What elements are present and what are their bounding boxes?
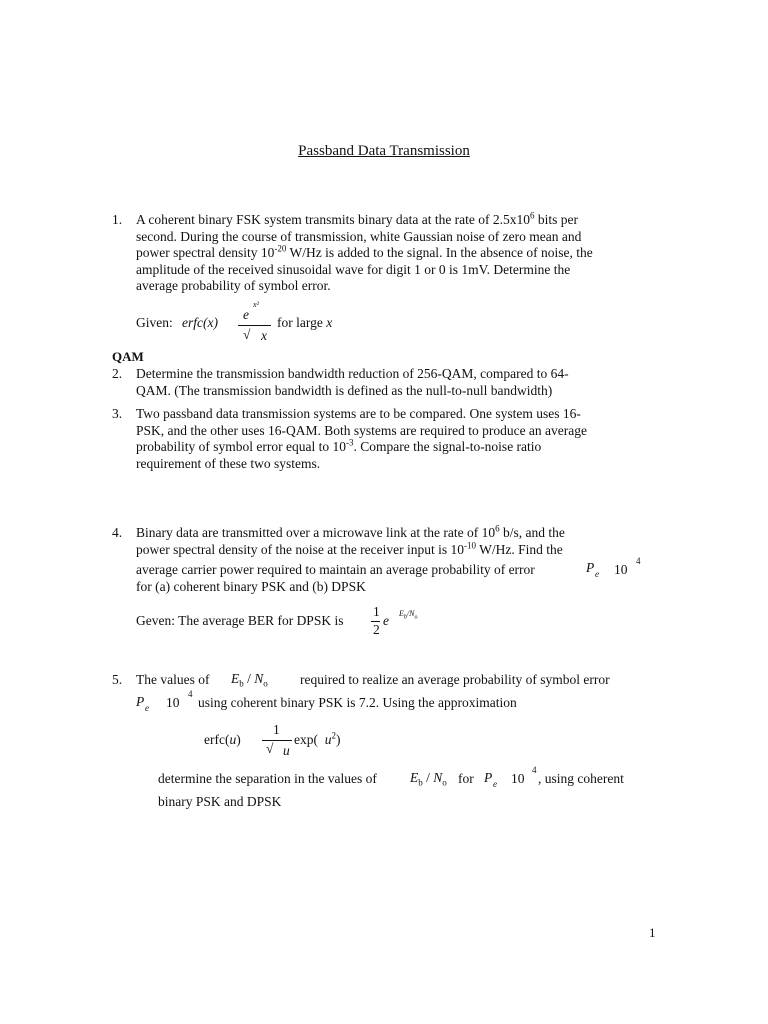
problem-1-line-2: second. During the course of transmission, white Gaussian noise of zero mean and	[136, 228, 582, 244]
problem-4-pe-subscript: e	[595, 569, 599, 579]
approx-denominator-u: u	[283, 743, 290, 758]
for-large-text: for large	[277, 315, 323, 330]
problem-2-line-2: QAM. (The transmission bandwidth is defined as the null-to-null bandwidth)	[136, 382, 553, 398]
problem-1-number: 1.	[112, 212, 123, 227]
problem-3-line-1: Two passband data transmission systems are to be compared. One system uses 16-	[136, 406, 581, 421]
exp-u: u	[324, 732, 332, 747]
problem-3-line-3	[136, 439, 656, 456]
dpsk-e: e	[383, 613, 389, 628]
problem-4-line-1b: b/s, and the	[499, 525, 565, 540]
problem-5-line-1b: required to realize an average probability of symbol error	[300, 672, 610, 687]
problem-4-line-2a: power spectral density of the noise at the receiver input is 10	[136, 541, 465, 557]
no-symbol: N	[254, 671, 264, 686]
page-title: Passband Data Transmission	[298, 143, 470, 159]
no-subscript: o	[263, 678, 268, 689]
exp-square: 2	[331, 730, 336, 741]
no-symbol-2: N	[433, 770, 443, 785]
for-large-label	[277, 315, 332, 331]
fraction-numerator-exponent: x²	[253, 300, 259, 309]
problem-5-line-1a: The values of	[136, 672, 210, 687]
sqrt-symbol-1: √	[243, 327, 251, 342]
problem-5-ten: 10	[166, 695, 180, 710]
problem-3-text	[136, 406, 656, 472]
half-denominator: 2	[373, 622, 380, 637]
problem-5-ten-exponent-2: 4	[532, 765, 537, 775]
problem-4-ten: 10	[614, 562, 628, 577]
problem-3-line-4: requirement of these two systems.	[136, 455, 321, 471]
problem-5-ten-exponent: 4	[188, 689, 193, 699]
approx-exp	[294, 732, 341, 748]
problem-4-psd-exponent: -10	[464, 540, 477, 550]
problem-3-line-3a: probability of symbol error equal to 10	[136, 439, 346, 454]
erfc-u-var: u	[229, 732, 237, 747]
section-heading-qam: QAM	[112, 349, 144, 364]
problem-4-rate-exponent: 6	[495, 523, 500, 534]
problem-5-pe-2: P	[484, 770, 493, 785]
eb-subscript-2: b	[418, 777, 423, 788]
problem-5-pe-subscript: e	[145, 703, 149, 713]
problem-4-line-1	[136, 525, 656, 542]
erfc-u-close: )	[236, 732, 241, 747]
problem-4-line-2	[136, 542, 656, 559]
eb-symbol: E	[231, 671, 240, 686]
problem-3-line-3b: . Compare the signal-to-noise ratio	[353, 439, 542, 454]
eb-subscript: b	[239, 678, 244, 689]
no-subscript-2: o	[442, 777, 447, 788]
problem-5-for: for	[458, 771, 474, 786]
dpsk-exponent	[399, 609, 417, 621]
problem-5-line-3b: , using coherent	[538, 771, 624, 786]
problem-1-line-3	[136, 245, 656, 262]
fraction-denominator-x: x	[261, 328, 267, 343]
problem-5-pe: P	[136, 694, 145, 709]
eb-no-slash: /	[243, 671, 255, 686]
problem-4-text	[136, 525, 656, 558]
erfc-u	[204, 732, 241, 748]
dpsk-exponent-o: o	[414, 614, 418, 621]
problem-5-line-4: binary PSK and DPSK	[158, 794, 282, 809]
exp-close: )	[336, 732, 341, 747]
problem-5-pe-subscript-2: e	[493, 779, 497, 789]
fraction-numerator-e: e	[243, 307, 249, 322]
problem-1-rate-exponent: 6	[530, 210, 535, 221]
problem-1-line-4: amplitude of the received sinusoidal wave for digit 1 or 0 is 1mV. Determine the	[136, 261, 571, 277]
erfc-x: erfc(x)	[182, 315, 218, 330]
problem-1-line-3a: power spectral density 10	[136, 245, 275, 260]
problem-4-geven: Geven: The average BER for DPSK is	[136, 613, 344, 628]
problem-4-ten-exponent: 4	[636, 556, 641, 566]
erfc-u-open: erfc(	[204, 732, 230, 747]
problem-1-psd-exponent: -20	[274, 243, 287, 254]
eb-symbol-2: E	[410, 770, 419, 785]
problem-1-line-3b: W/Hz is added to the signal. In the absence of noise, the	[286, 245, 593, 260]
problem-2-text	[136, 366, 656, 399]
problem-1-line-5: average probability of symbol error.	[136, 278, 331, 293]
problem-5-line-3a: determine the separation in the values of	[158, 771, 377, 786]
dpsk-exponent-b: b	[403, 614, 407, 621]
problem-5-eb-over-no	[231, 671, 268, 689]
half-numerator: 1	[373, 604, 380, 619]
problem-4-pe: P	[586, 560, 595, 575]
problem-4-line-3: average carrier power required to maintain an average probability of error	[136, 562, 535, 577]
problem-5-eb-over-no-2	[410, 770, 447, 788]
problem-4-line-2b: W/Hz. Find the	[476, 541, 563, 557]
problem-4-line-4: for (a) coherent binary PSK and (b) DPSK	[136, 579, 366, 594]
sqrt-symbol-2: √	[266, 741, 274, 756]
problem-3-number: 3.	[112, 406, 123, 421]
for-large-x: x	[326, 315, 333, 330]
eb-no-slash-2: /	[422, 770, 434, 785]
dpsk-exponent-e: E	[399, 609, 404, 618]
problem-5-ten-2: 10	[511, 771, 525, 786]
dpsk-exponent-n: /N	[406, 609, 415, 618]
problem-4-number: 4.	[112, 525, 123, 540]
exp-open: exp(	[294, 732, 318, 747]
fraction-line-1	[238, 325, 271, 326]
problem-2-line-1: Determine the transmission bandwidth reduction of 256-QAM, compared to 64-	[136, 366, 569, 381]
problem-2-number: 2.	[112, 366, 123, 381]
problem-3-exponent: -3	[345, 437, 354, 448]
problem-1-line-1	[136, 212, 656, 229]
problem-3-line-2: PSK, and the other uses 16-QAM. Both systems are required to produce an average	[136, 422, 588, 438]
problem-1-line-1b: bits per	[534, 212, 579, 227]
approx-numerator: 1	[273, 722, 280, 737]
problem-4-line-1a: Binary data are transmitted over a microwave link at the rate of 10	[136, 525, 496, 540]
problem-5-line-2b: using coherent binary PSK is 7.2. Using the approximation	[198, 695, 517, 710]
problem-5-number: 5.	[112, 672, 123, 687]
problem-1-text	[136, 212, 656, 295]
problem-1-line-1a: A coherent binary FSK system transmits binary data at the rate of 2.5x10	[136, 212, 531, 227]
page-number: 1	[649, 925, 656, 940]
given-label: Given:	[136, 315, 173, 330]
